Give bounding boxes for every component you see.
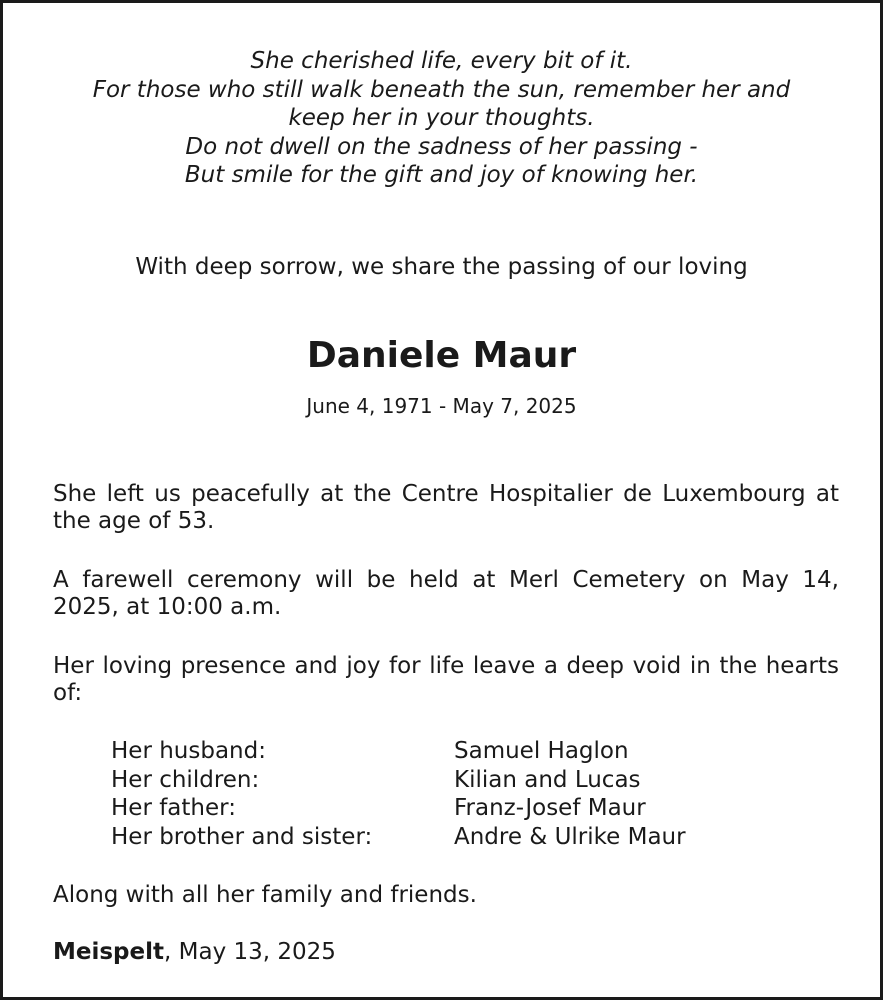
family-relation: Her children: [111,766,260,793]
family-relation: Her brother and sister: [111,823,373,850]
signoff-place: Meispelt [53,939,165,965]
family-row [111,766,686,795]
intro-line: With deep sorrow, we share the passing of our loving [135,254,748,280]
signoff-date: , May 13, 2025 [164,939,336,965]
deceased-name: Daniele Maur [306,335,577,376]
ceremony-paragraph: A farewell ceremony will be held at Merl Cemetery on May 14, 2025, at 10:00 a.m. [53,567,839,620]
signoff-line [53,937,336,967]
family-row [111,823,686,852]
memorial-poem [3,47,880,190]
family-row [111,737,686,766]
poem-line: For those who still walk beneath the sun, remember her and [92,76,791,103]
poem-line: Do not dwell on the sadness of her passing - [185,133,698,160]
family-names: Andre & Ulrike Maur [454,823,686,850]
poem-line: But smile for the gift and joy of knowing her. [184,162,699,188]
family-names: Franz-Josef Maur [454,795,646,821]
life-dates: June 4, 1971 - May 7, 2025 [306,394,577,418]
family-relation: Her husband: [111,738,266,764]
family-relation: Her father: [111,795,236,821]
family-names: Samuel Haglon [454,738,629,764]
family-row [111,794,686,823]
poem-line: keep her in your thoughts. [288,105,595,131]
family-list [111,737,686,851]
family-names: Kilian and Lucas [454,766,641,793]
void-paragraph: Her loving presence and joy for life leave a deep void in the hearts of: [53,653,839,706]
passing-paragraph: She left us peacefully at the Centre Hospitalier de Luxembourg at the age of 53. [53,481,839,534]
poem-line: She cherished life, every bit of it. [250,48,633,74]
closing-line: Along with all her family and friends. [53,882,477,908]
